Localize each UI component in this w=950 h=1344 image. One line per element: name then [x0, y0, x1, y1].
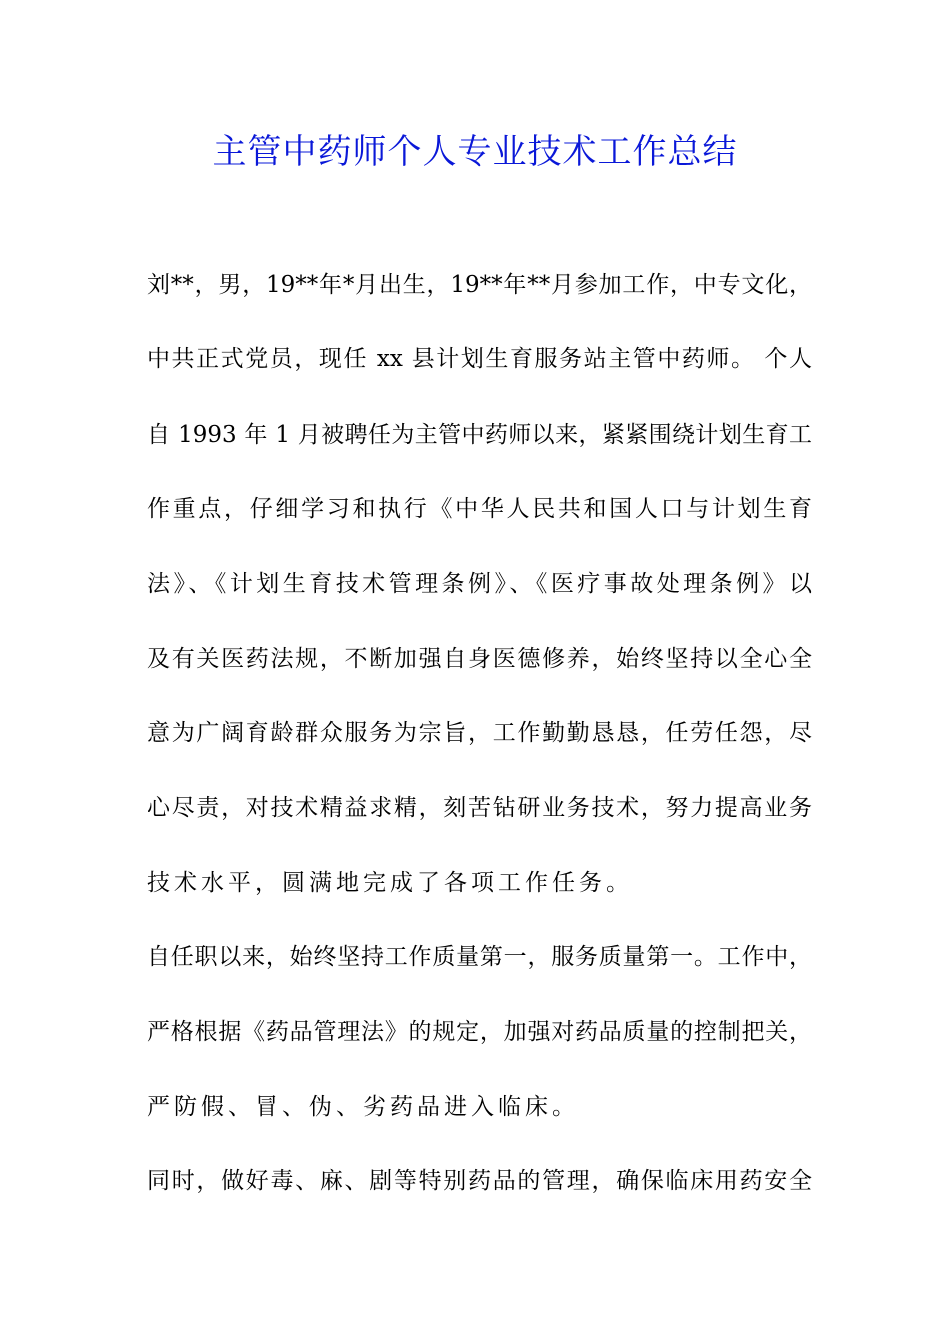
body-line: 心尽责，对技术精益求精，刻苦钻研业务技术，努力提高业务	[147, 795, 812, 821]
document-title: 主管中药师个人专业技术工作总结	[212, 132, 738, 172]
body-line: 严防假、冒、伪、劣药品进入临床。	[147, 1094, 579, 1120]
body-line: 作重点，仔细学习和执行《中华人民共和国人口与计划生育	[147, 496, 812, 522]
body-line: 自任职以来，始终坚持工作质量第一，服务质量第一。工作中，	[147, 944, 812, 970]
body-line: 严格根据《药品管理法》的规定，加强对药品质量的控制把关，	[147, 1019, 812, 1045]
body-line: 同时，做好毒、麻、剧等特别药品的管理，确保临床用药安全	[147, 1168, 812, 1194]
body-line: 技术水平，圆满地完成了各项工作任务。	[147, 870, 633, 896]
body-line: 中共正式党员，现任 xx 县计划生育服务站主管中药师。 个人	[147, 346, 812, 372]
body-line: 刘**，男，19**年*月出生，19**年**月参加工作，中专文化，	[147, 272, 812, 298]
body-line: 自 1993 年 1 月被聘任为主管中药师以来，紧紧围绕计划生育工	[147, 422, 812, 448]
body-line: 法》、《计划生育技术管理条例》、《医疗事故处理条例》以	[147, 571, 812, 597]
body-line: 意为广阔育龄群众服务为宗旨，工作勤勤恳恳，任劳任怨，尽	[147, 720, 812, 746]
body-line: 及有关医药法规，不断加强自身医德修养，始终坚持以全心全	[147, 646, 812, 672]
